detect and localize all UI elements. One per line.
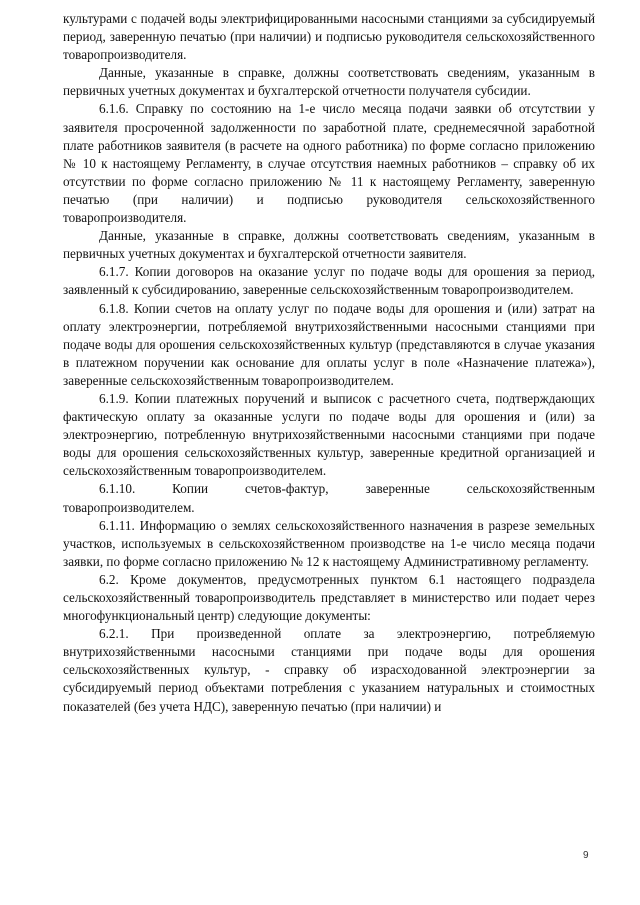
paragraph-6-1-8: 6.1.8. Копии счетов на оплату услуг по подаче воды для орошения и (или) затрат на оплату электроэнергии, потребляемой внутрихозяйственными насосными станциями при подаче воды для орошения сельскохозяйственных культур (представляются в случае указания в платежном поручении как основание для оплаты услуг в поле «Назначение платежа»), заверенные сельскохозяйственным товаропроизводителем. [63, 300, 595, 388]
page-number: 9 [583, 850, 589, 861]
paragraph-6-1-6: 6.1.6. Справку по состоянию на 1-е число месяца подачи заявки об отсутствии у заявителя просроченной задолженности по заработной плате, среднемесячной заработной плате работников заявителя (в расчете на одного работника) по форме согласно приложению № 10 к настоящему Регламенту, в случае отсутствия наемных работников – справку об их отсутствии по форме согласно приложению № 11 к настоящему Регламенту, заверенную печатью (при наличии) и подписью руководителя сельскохозяйственного товаропроизводителя. [63, 101, 595, 226]
paragraph-6-1-10: 6.1.10. Копии счетов-фактур, заверенные сельскохозяйственным товаропроизводителем. [63, 481, 595, 515]
document-page [63, 10, 595, 716]
paragraph-6-2-1: 6.2.1. При произведенной оплате за электроэнергию, потребляемую внутрихозяйственными насосными станциями при подаче воды для орошения сельскохозяйственных культур, - справку об израсходованной электроэнергии за субсидируемый период объектами потребления с указанием натуральных и стоимостных показателей (без учета НДС), заверенную печатью (при наличии) и [63, 626, 595, 714]
paragraph-data-requirement-1: Данные, указанные в справке, должны соответствовать сведениям, указанным в первичных учетных документах и бухгалтерской отчетности получателя субсидии. [63, 65, 595, 99]
paragraph-continuation: культурами с подачей воды электрифицированными насосными станциями за субсидируемый период, заверенную печатью (при наличии) и подписью руководителя сельскохозяйственного товаропроизводителя. [63, 11, 595, 63]
paragraph-6-2: 6.2. Кроме документов, предусмотренных пунктом 6.1 настоящего подраздела сельскохозяйственный товаропроизводитель представляет в министерство или подает через многофункциональный центр) следующие документы: [63, 571, 595, 624]
paragraph-6-1-9: 6.1.9. Копии платежных поручений и выписок с расчетного счета, подтверждающих фактическую оплату за оказанные услуги по подаче воды для орошения и (или) за электроэнергию, потребленную внутрихозяйственными насосными станциями при подаче воды для орошения сельскохозяйственных культур, заверенные кредитной организацией и сельскохозяйственным товаропроизводителем. [63, 390, 595, 479]
paragraph-6-1-7: 6.1.7. Копии договоров на оказание услуг по подаче воды для орошения за период, заявленный к субсидированию, заверенные сельскохозяйственным товаропроизводителем. [63, 264, 595, 298]
paragraph-data-requirement-2: Данные, указанные в справке, должны соответствовать сведениям, указанным в первичных учетных документах и бухгалтерской отчетности заявителя. [63, 228, 595, 262]
paragraph-6-1-11: 6.1.11. Информацию о землях сельскохозяйственного назначения в разрезе земельных участков, используемых в сельскохозяйственном производстве на 1-е число месяца подачи заявки, по форме согласно приложению № 12 к настоящему Административному регламенту. [63, 517, 595, 569]
